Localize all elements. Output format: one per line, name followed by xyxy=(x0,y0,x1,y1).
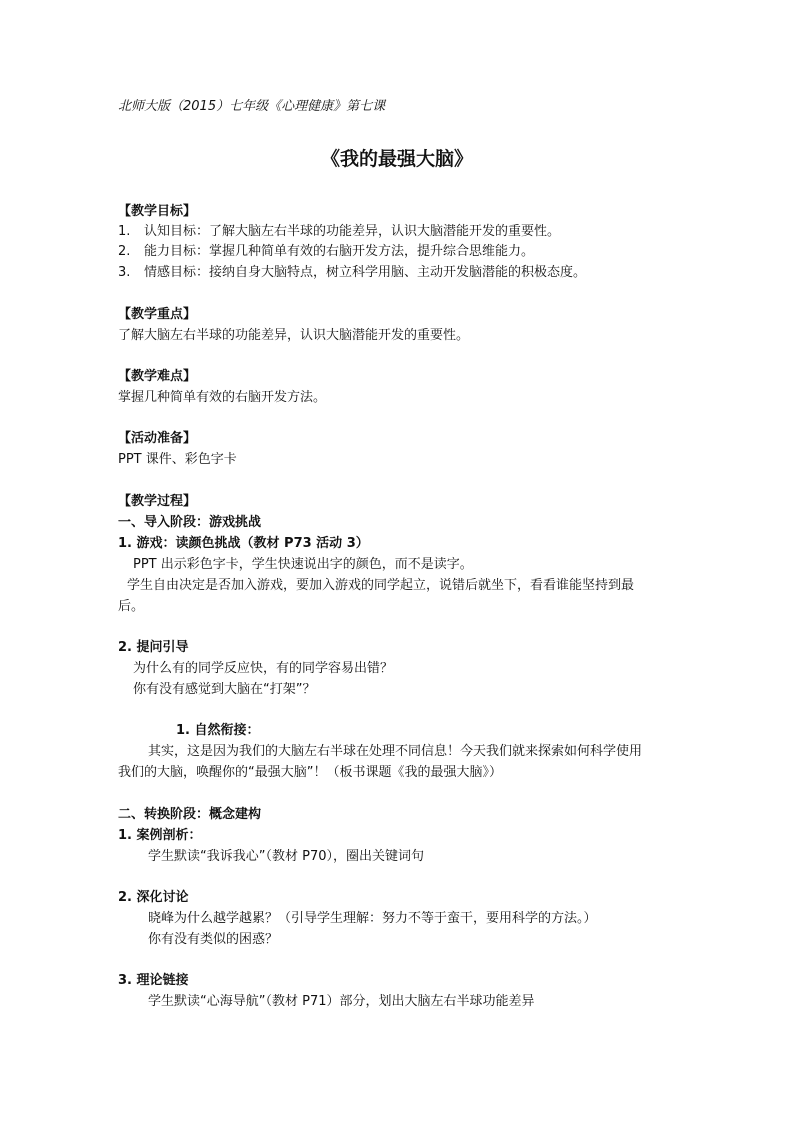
goal-item-text: 能力目标：掌握几种简单有效的右脑开发方法，提升综合思维能力。 xyxy=(144,244,535,259)
discussion-line-1: 晓峰为什么越学越累？（引导学生理解：努力不等于蛮干，要用科学的方法。） xyxy=(148,911,597,926)
stage2-title: 二、转换阶段：概念建构 xyxy=(118,807,262,822)
goal-item-number: 2. xyxy=(118,244,131,259)
stage1-title: 一、导入阶段：游戏挑战 xyxy=(118,515,262,530)
game-line-1: PPT 出示彩色字卡，学生快速说出字的颜色，而不是读字。 xyxy=(133,557,473,572)
goal-item-2 xyxy=(118,243,534,261)
transition-title: 1. 自然衔接： xyxy=(176,723,260,738)
discussion-title: 2. 深化讨论 xyxy=(118,890,189,905)
discussion-line-2: 你有没有类似的困惑？ xyxy=(148,932,279,947)
game-title: 1. 游戏：读颜色挑战（教材 P73 活动 3） xyxy=(118,536,369,551)
transition-line-1: 其实，这是因为我们的大脑左右半球在处理不同信息！今天我们就来探索如何科学使用 xyxy=(148,744,643,759)
process-heading: 【教学过程】 xyxy=(118,494,197,509)
question-line-1: 为什么有的同学反应快，有的同学容易出错？ xyxy=(133,661,394,676)
page-title: 《我的最强大脑》 xyxy=(320,148,473,170)
question-line-2: 你有没有感觉到大脑在“打架”？ xyxy=(133,682,316,697)
preparation-heading: 【活动准备】 xyxy=(118,431,197,446)
theory-line: 学生默读“心海导航”（教材 P71）部分，划出大脑左右半球功能差异 xyxy=(148,994,535,1009)
game-line-2: 学生自由决定是否加入游戏，要加入游戏的同学起立，说错后就坐下，看看谁能坚持到最 xyxy=(127,578,635,593)
goal-item-1 xyxy=(118,223,560,241)
case-title: 1. 案例剖析： xyxy=(118,828,202,843)
difficulties-heading: 【教学难点】 xyxy=(118,369,197,384)
course-subtitle: 北师大版（2015）七年级《心理健康》第七课 xyxy=(118,99,386,114)
case-line: 学生默读“我诉我心”（教材 P70），圈出关键词句 xyxy=(148,849,424,864)
game-line-3: 后。 xyxy=(118,599,145,614)
goal-item-number: 1. xyxy=(118,224,131,239)
key-points-text: 了解大脑左右半球的功能差异，认识大脑潜能开发的重要性。 xyxy=(118,328,470,343)
difficulties-text: 掌握几种简单有效的右脑开发方法。 xyxy=(118,390,327,405)
key-points-heading: 【教学重点】 xyxy=(118,307,197,322)
goal-item-number: 3. xyxy=(118,265,131,280)
goal-item-3 xyxy=(118,264,586,282)
goal-item-text: 情感目标：接纳自身大脑特点，树立科学用脑、主动开发脑潜能的积极态度。 xyxy=(144,265,587,280)
transition-line-2: 我们的大脑，唤醒你的“最强大脑”！（板书课题《我的最强大脑》） xyxy=(118,765,502,780)
question-title: 2. 提问引导 xyxy=(118,640,189,655)
preparation-text: PPT 课件、彩色字卡 xyxy=(118,452,237,467)
goal-item-text: 认知目标：了解大脑左右半球的功能差异，认识大脑潜能开发的重要性。 xyxy=(144,224,561,239)
theory-title: 3. 理论链接 xyxy=(118,973,189,988)
goals-heading: 【教学目标】 xyxy=(118,204,197,219)
